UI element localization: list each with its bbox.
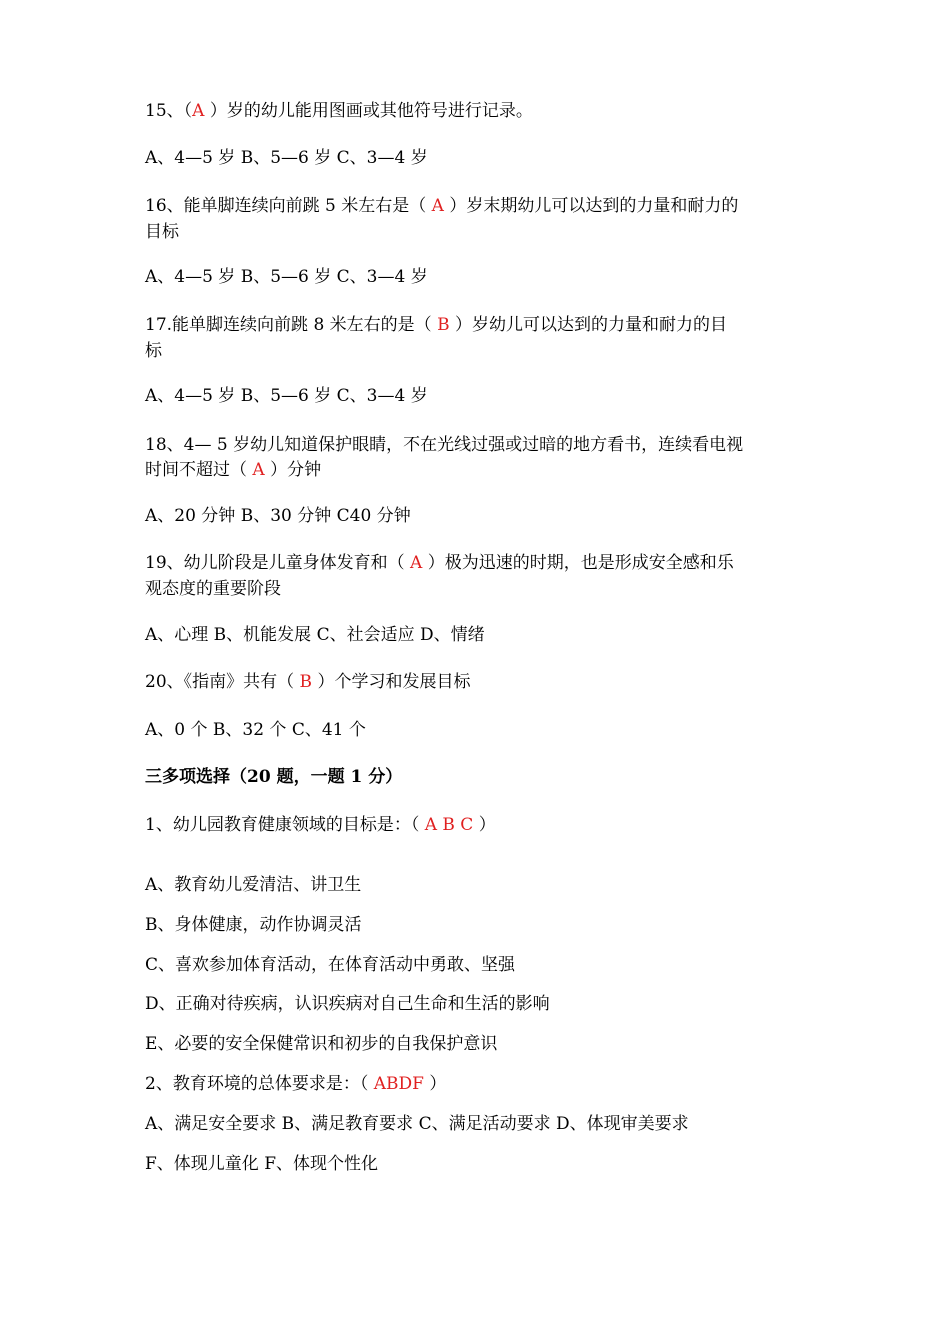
m1-option: E、必要的安全保健常识和初步的自我保护意识 [145,1034,498,1054]
q17: 17.能单脚连续向前跳 8 米左右的是（ B ）岁幼儿可以达到的力量和耐力的目 [145,315,727,335]
q16: 16、能单脚连续向前跳 5 米左右是（ A ）岁末期幼儿可以达到的力量和耐力的 [145,196,739,216]
q20-options: A、0 个 B、32 个 C、41 个 [145,720,366,740]
q18-line1: 18、4— 5 岁幼儿知道保护眼睛，不在光线过强或过暗的地方看书，连续看电视 [145,435,744,455]
answer: A [410,553,423,573]
answer: A B C [424,815,474,835]
q15: 15、（A ）岁的幼儿能用图画或其他符号进行记录。 [145,101,533,121]
m2-options: A、满足安全要求 B、满足教育要求 C、满足活动要求 D、体现审美要求 [145,1114,689,1134]
answer: A [431,196,444,216]
m1-option: C、喜欢参加体育活动，在体育活动中勇敢、坚强 [145,955,516,975]
answer: B [299,672,313,692]
q19: 19、幼儿阶段是儿童身体发育和（ A ）极为迅速的时期，也是形成安全感和乐 [145,553,734,573]
q15-options: A、4—5 岁 B、5—6 岁 C、3—4 岁 [145,148,428,168]
answer: B [437,315,450,335]
q19-options: A、心理 B、机能发展 C、社会适应 D、情绪 [145,625,485,645]
q18-line2: 时间不超过（ A ）分钟 [145,460,322,480]
q16-line2: 目标 [145,222,179,242]
m1-option: B、身体健康，动作协调灵活 [145,915,362,935]
answer: A [252,460,265,480]
section-title: 三多项选择（20 题，一题 1 分） [145,767,403,787]
q18-options: A、20 分钟 B、30 分钟 C40 分钟 [145,506,411,526]
q20: 20、《指南》共有（ B ）个学习和发展目标 [145,672,471,692]
q17-options: A、4—5 岁 B、5—6 岁 C、3—4 岁 [145,386,428,406]
m1: 1、幼儿园教育健康领域的目标是：（ A B C ） [145,815,496,835]
q16-options: A、4—5 岁 B、5—6 岁 C、3—4 岁 [145,267,428,287]
answer: A [192,101,205,121]
m1-option: D、正确对待疾病，认识疾病对自己生命和生活的影响 [145,994,550,1014]
q17-line2: 标 [145,341,162,361]
q19-line2: 观态度的重要阶段 [145,579,281,599]
m1-option: A、教育幼儿爱清洁、讲卫生 [145,875,362,895]
answer: ABDF [373,1074,424,1094]
m2-options-2: F、体现儿童化 F、体现个性化 [145,1154,378,1174]
m2: 2、教育环境的总体要求是：（ ABDF ） [145,1074,447,1094]
